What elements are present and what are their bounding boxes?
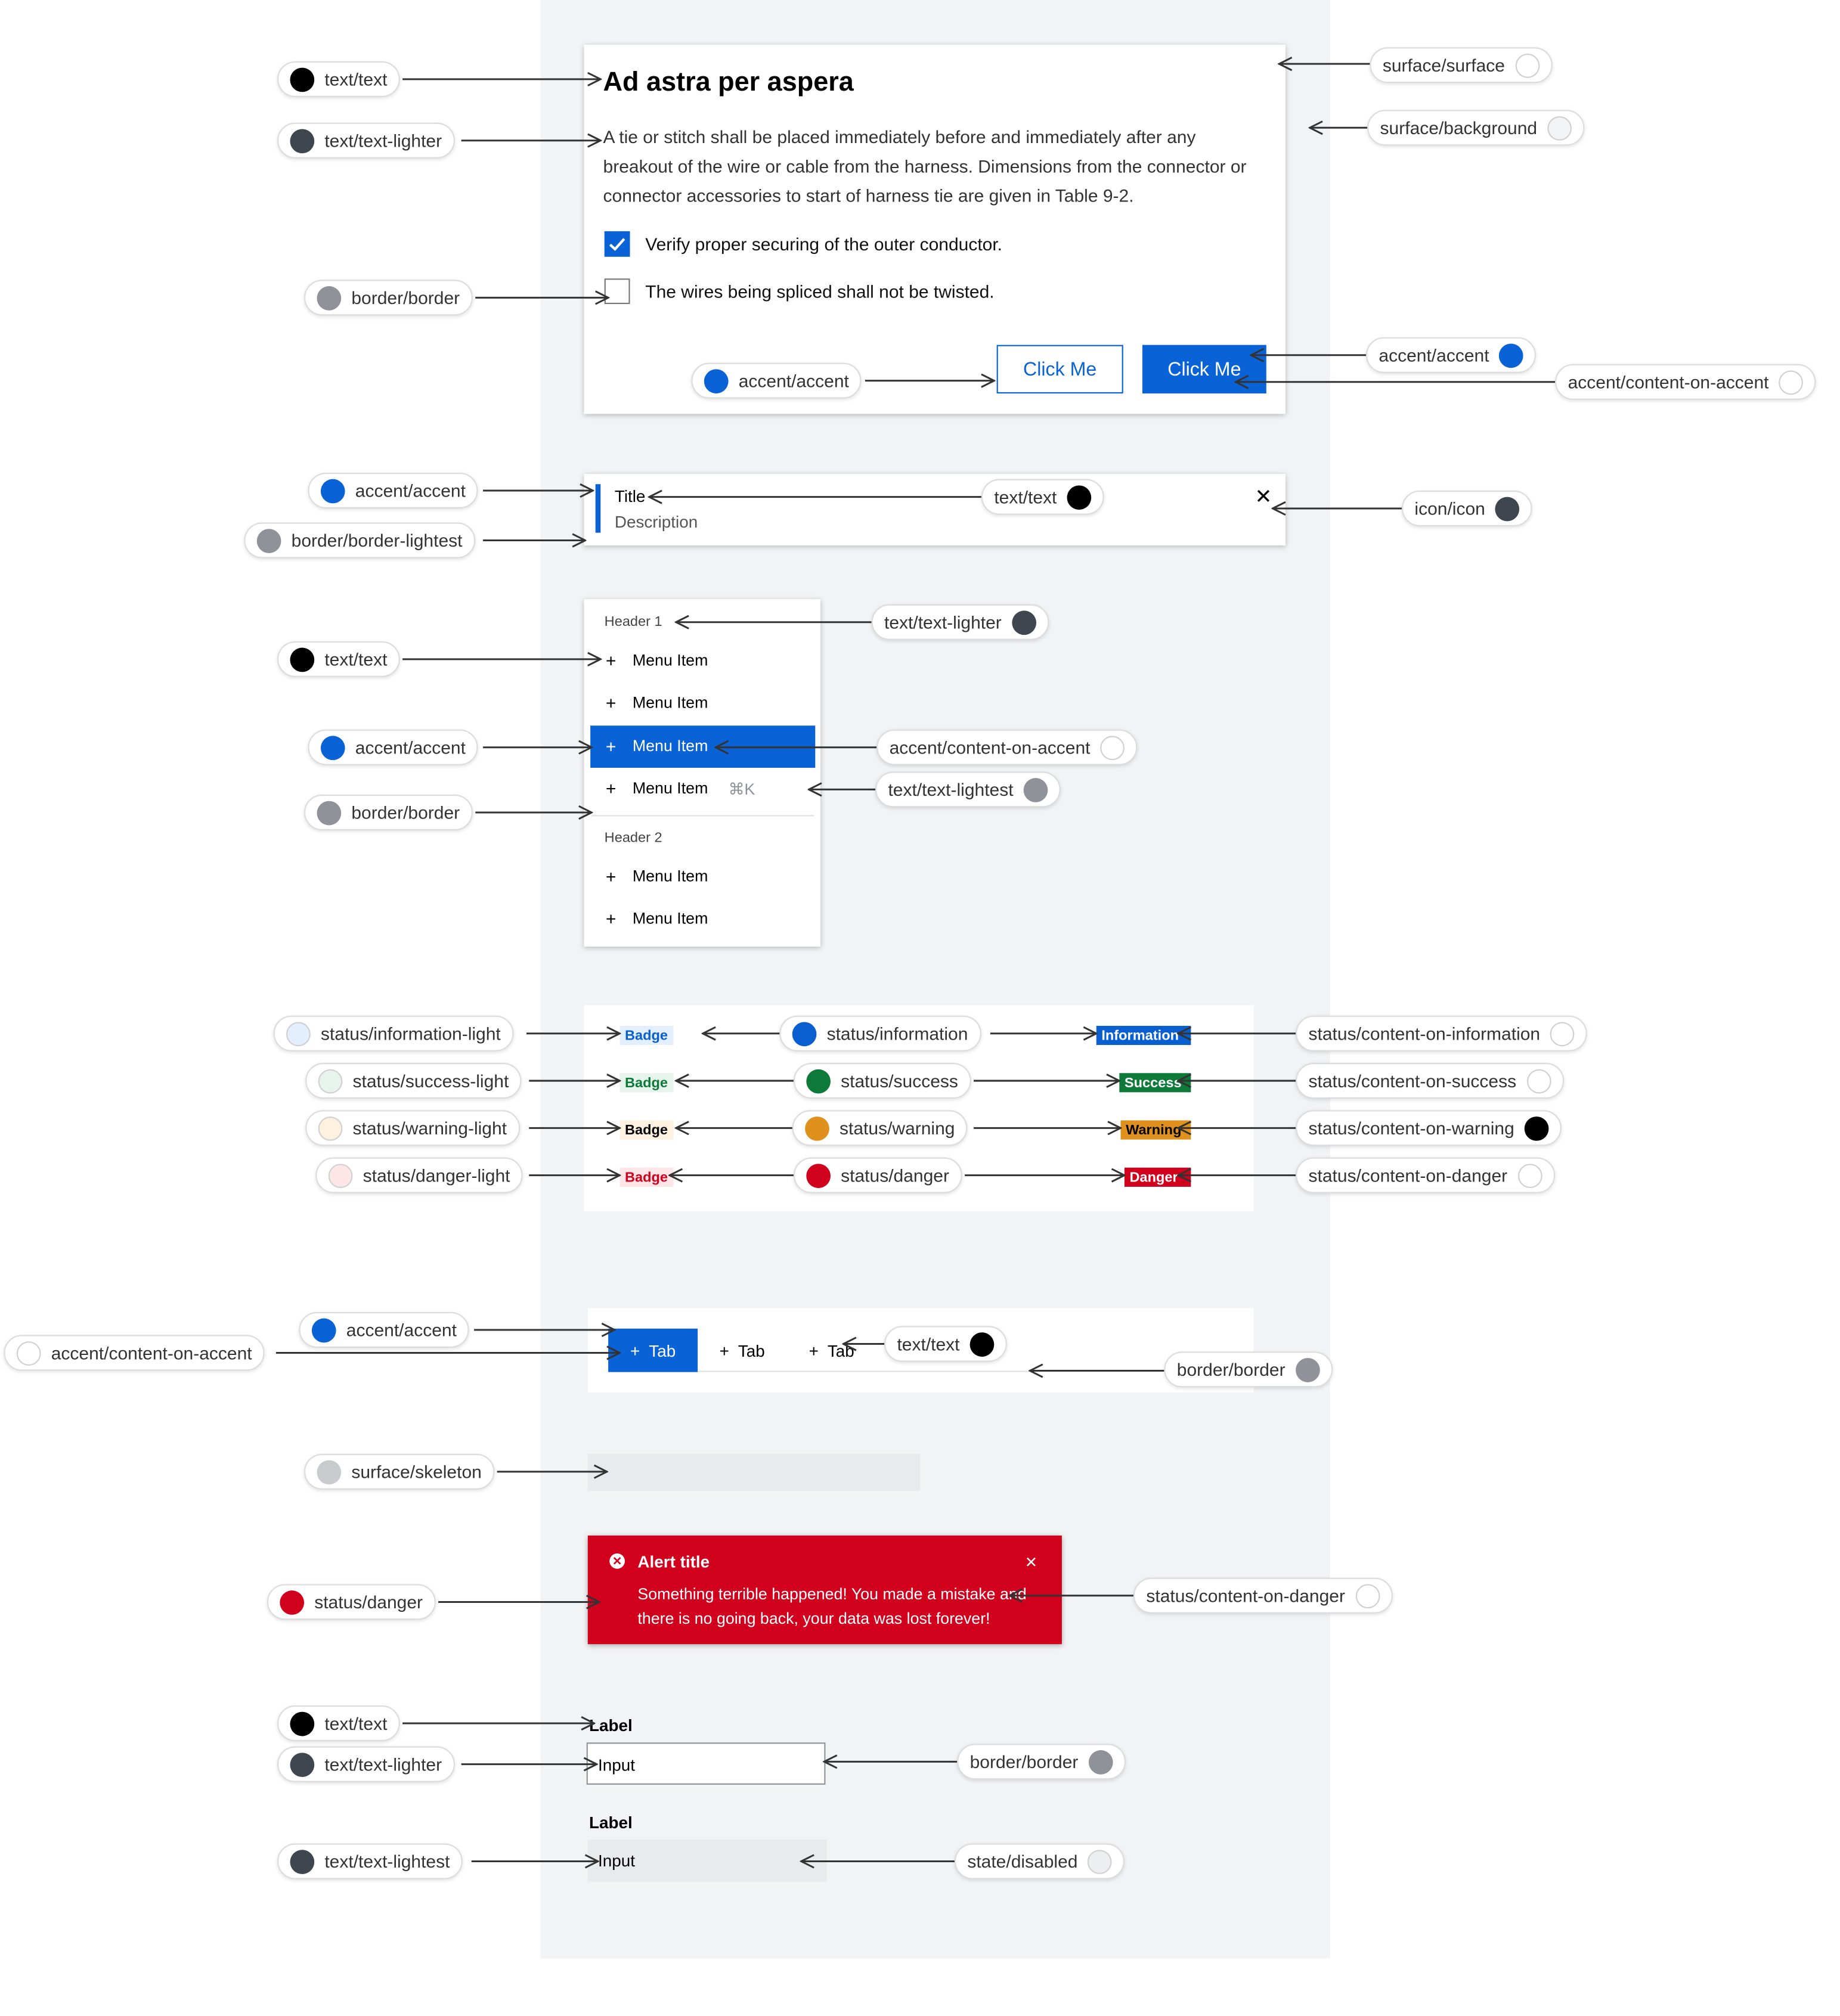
plus-icon: +: [605, 866, 617, 887]
swatch: [1500, 343, 1524, 367]
token-pill: accent/content-on-accent: [876, 730, 1138, 765]
menu-header-2: Header 2: [604, 830, 662, 846]
token-pill: accent/content-on-accent: [4, 1335, 265, 1371]
token-pill: border/border: [957, 1744, 1126, 1779]
swatch: [321, 479, 345, 503]
menu-header-1: Header 1: [604, 614, 662, 630]
token-pill: status/danger: [267, 1584, 436, 1620]
swatch: [318, 1116, 343, 1140]
checkbox-checked[interactable]: [605, 231, 630, 257]
swatch: [312, 1318, 336, 1342]
badge-danger-light: Badge: [619, 1168, 673, 1187]
swatch: [329, 1163, 353, 1187]
swatch: [1355, 1583, 1380, 1608]
notification-description: Description: [614, 512, 698, 532]
plus-icon: +: [605, 650, 617, 671]
swatch: [1101, 735, 1125, 759]
menu-item[interactable]: + Menu Item: [605, 650, 708, 671]
menu-item-selected[interactable]: + Menu Item: [605, 736, 708, 756]
menu-item[interactable]: + Menu Item: [605, 908, 708, 929]
swatch: [317, 801, 341, 825]
token-pill: accent/content-on-accent: [1555, 364, 1816, 400]
token-pill: status/warning: [792, 1110, 968, 1146]
token-pill: accent/accent: [299, 1312, 469, 1348]
token-pill: text/text-lighter: [277, 123, 455, 159]
token-pill: status/danger-light: [315, 1158, 523, 1193]
checkbox2-label: The wires being spliced shall not be twisted.: [645, 281, 995, 302]
token-pill: text/text: [277, 1705, 400, 1741]
input-label-2: Label: [588, 1813, 633, 1832]
token-pill: border/border: [1164, 1351, 1333, 1387]
swatch: [1550, 1021, 1575, 1046]
token-pill: status/content-on-success: [1296, 1063, 1563, 1099]
card-paragraph: A tie or stitch shall be placed immediately before and immediately after any breakout of the wire or cable from the harness. Dimensions from the connector or connector accessories to start of harness tie are given in Table 9-2.: [603, 126, 1247, 206]
swatch: [1779, 370, 1804, 394]
token-pill: accent/accent: [308, 730, 478, 765]
tab-selected[interactable]: + Tab: [608, 1329, 698, 1372]
badge-success: Success: [1119, 1073, 1191, 1092]
swatch: [805, 1116, 829, 1140]
token-pill: border/border: [304, 280, 473, 315]
swatch: [1515, 53, 1539, 77]
tab[interactable]: + Tab: [719, 1341, 765, 1360]
swatch: [17, 1341, 41, 1365]
swatch: [792, 1021, 817, 1046]
swatch: [317, 286, 341, 310]
badge-success-light: Badge: [619, 1073, 673, 1092]
alert-message-line1: Something terrible happened! You made a mistake and: [637, 1585, 1027, 1604]
tab[interactable]: + Tab: [809, 1341, 854, 1360]
token-pill: status/warning-light: [305, 1110, 519, 1146]
plus-icon: +: [605, 692, 617, 713]
checkbox-unchecked[interactable]: [605, 278, 630, 304]
token-pill: surface/surface: [1370, 47, 1552, 83]
danger-alert: [588, 1536, 1062, 1644]
error-icon: ✕: [609, 1553, 625, 1569]
plus-icon: +: [605, 736, 617, 756]
token-pill: text/text: [277, 61, 400, 97]
token-pill: text/text: [884, 1326, 1007, 1362]
checkbox1-label: Verify proper securing of the outer conductor.: [645, 234, 1003, 255]
swatch: [280, 1590, 304, 1614]
menu-item[interactable]: + Menu Item: [605, 866, 708, 887]
plus-icon: +: [630, 1341, 640, 1360]
swatch: [1495, 497, 1520, 521]
notification-accent-bar: [596, 484, 601, 532]
swatch: [257, 528, 281, 553]
swatch: [1067, 485, 1092, 509]
token-pill: text/text: [981, 479, 1104, 515]
close-icon[interactable]: ✕: [1254, 486, 1272, 508]
input-value: Input: [597, 1755, 635, 1775]
swatch: [290, 1752, 314, 1776]
input-value: Input: [597, 1851, 635, 1871]
token-pill: surface/skeleton: [304, 1454, 494, 1490]
menu-shortcut: ⌘K: [728, 780, 755, 799]
swatch: [290, 128, 314, 153]
swatch: [290, 647, 314, 671]
badge-warning: Warning: [1120, 1120, 1191, 1139]
token-pill: text/text-lightest: [875, 771, 1061, 807]
token-pill: accent/accent: [691, 363, 862, 399]
badge-warning-light: Badge: [619, 1120, 673, 1139]
swatch: [1526, 1069, 1551, 1093]
token-pill: status/content-on-information: [1296, 1016, 1587, 1052]
badge-information-light: Badge: [619, 1026, 673, 1045]
swatch: [1525, 1116, 1549, 1140]
swatch: [1547, 116, 1572, 140]
token-pill: status/content-on-warning: [1296, 1110, 1562, 1146]
swatch: [1024, 777, 1048, 802]
swatch: [318, 1069, 343, 1093]
badge-danger: Danger: [1125, 1168, 1191, 1187]
card-title: Ad astra per aspera: [603, 67, 854, 97]
swatch: [290, 1711, 314, 1736]
token-pill: status/success: [794, 1063, 971, 1099]
swatch: [290, 67, 314, 92]
menu-item-with-shortcut[interactable]: + Menu Item ⌘K: [605, 778, 755, 799]
token-pill: accent/accent: [1366, 337, 1537, 373]
swatch: [290, 1849, 314, 1874]
alert-message-line2: there is no going back, your data was lost forever!: [637, 1609, 990, 1628]
token-pill: surface/background: [1367, 110, 1584, 145]
notification-title: Title: [614, 486, 646, 506]
menu-divider: [591, 815, 814, 816]
token-pill: icon/icon: [1402, 491, 1532, 526]
token-pill: status/information: [779, 1016, 981, 1052]
menu-item[interactable]: + Menu Item: [605, 692, 708, 713]
token-pill: status/content-on-danger: [1133, 1578, 1392, 1614]
swatch: [806, 1069, 831, 1093]
token-pill: text/text: [277, 641, 400, 677]
swatch: [970, 1332, 995, 1356]
token-pill: text/text-lightest: [277, 1843, 463, 1879]
close-icon[interactable]: ✕: [1024, 1553, 1038, 1572]
swatch: [286, 1021, 311, 1046]
token-pill: state/disabled: [955, 1843, 1125, 1879]
token-pill: border/border-lightest: [244, 523, 475, 559]
token-pill: text/text-lighter: [872, 604, 1049, 640]
swatch: [704, 368, 729, 393]
token-pill: border/border: [304, 795, 473, 830]
alert-title: Alert title: [637, 1552, 710, 1572]
swatch: [1296, 1357, 1320, 1382]
swatch: [317, 1459, 341, 1484]
token-pill: status/information-light: [274, 1016, 514, 1052]
token-pill: text/text-lighter: [277, 1747, 455, 1782]
swatch: [1088, 1849, 1113, 1874]
plus-icon: +: [809, 1341, 819, 1360]
swatch: [806, 1163, 831, 1187]
token-pill: status/danger: [794, 1158, 962, 1193]
swatch: [1089, 1750, 1113, 1774]
skeleton-block: [588, 1454, 920, 1491]
swatch: [1012, 610, 1036, 634]
plus-icon: +: [605, 908, 617, 929]
plus-icon: +: [719, 1341, 729, 1360]
token-pill: status/success-light: [305, 1063, 522, 1099]
token-pill: status/content-on-danger: [1296, 1158, 1554, 1193]
swatch: [321, 735, 345, 759]
swatch: [1517, 1163, 1542, 1187]
badge-information: Information: [1096, 1026, 1191, 1045]
plus-icon: +: [605, 778, 617, 799]
disabled-input[interactable]: [588, 1840, 827, 1882]
notification-card: [584, 474, 1285, 545]
primary-button[interactable]: Click Me: [1142, 345, 1266, 393]
outline-button[interactable]: Click Me: [997, 345, 1123, 393]
input-label-1: Label: [588, 1716, 633, 1735]
text-input[interactable]: [587, 1742, 826, 1785]
check-icon: [605, 231, 630, 257]
token-pill: accent/accent: [308, 473, 478, 508]
